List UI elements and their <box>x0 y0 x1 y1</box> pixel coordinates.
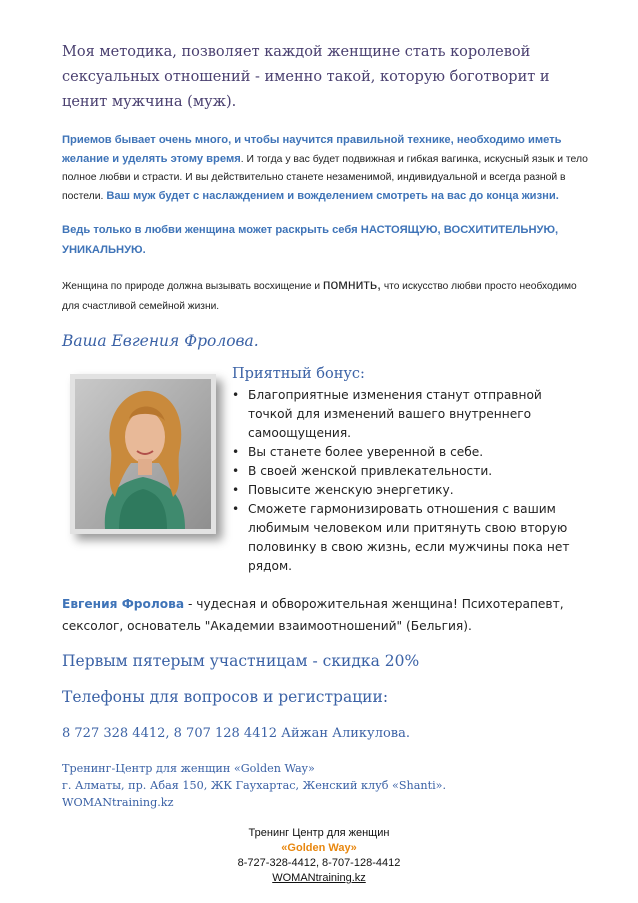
bonus-title: Приятный бонус: <box>232 366 365 382</box>
signature: Ваша Евгения Фролова. <box>62 332 259 350</box>
discount-heading: Первым пятерым участницам - скидка 20% <box>62 652 420 670</box>
author-photo <box>70 374 216 534</box>
footer-phones: 8-727-328-4412, 8-707-128-4412 <box>237 857 401 869</box>
bonus-item: • Повысите женскую энергетику. <box>232 481 582 500</box>
footer-title: Тренинг Центр для женщин <box>248 827 390 839</box>
contact-block <box>62 760 446 811</box>
husband-highlight: Ваш муж будет с наслаждением и вожделением смотреть на вас до конца жизни. <box>106 190 559 202</box>
author-description: - чудесная и обворожительная женщина! Психотерапевт, сексолог, основатель "Академии взаимоотношений" (Бельгия). <box>62 597 564 633</box>
author-bio <box>62 593 592 637</box>
bonus-section <box>232 366 582 576</box>
remember-word: помнить, <box>322 276 381 292</box>
phones-heading: Телефоны для вопросов и регистрации: <box>62 688 389 706</box>
author-name: Евгения Фролова <box>62 597 185 611</box>
footer-brand: «Golden Way» <box>281 842 357 854</box>
phone-numbers: 8 727 328 4412, 8 707 128 4412 Айжан Аликулова. <box>62 726 410 741</box>
contact-center-name: Тренинг-Центр для женщин «Golden Way» <box>62 762 315 775</box>
bonus-item: • В своей женской привлекательности. <box>232 462 582 481</box>
woman-portrait-image <box>75 379 211 529</box>
nature-paragraph <box>62 274 592 317</box>
page-footer <box>0 826 638 886</box>
technique-paragraph <box>62 131 592 206</box>
contact-website: WOMANtraining.kz <box>62 796 174 809</box>
bonus-list <box>232 386 582 576</box>
intro-paragraph: Моя методика, позволяет каждой женщине стать королевой сексуальных отношений - именно такой, которую боготворит и ценит мужчина (муж). <box>62 44 550 110</box>
nature-text-b: что искусство любви просто необходимо для счастливой семейной жизни. <box>62 281 577 312</box>
contact-address: г. Алматы, пр. Абая 150, ЖК Гаухартас, Женский клуб «Shanti». <box>62 779 447 792</box>
technique-highlight: Приемов бывает очень много, и чтобы научится правильной технике, необходимо иметь желание и уделять этому время <box>62 134 562 165</box>
technique-text: . И тогда у вас будет подвижная и гибкая вагинка, искусный язык и тело полное любви и страсти. И вы действительно станете незаменимой, индивидуальной и всегда разной в постели. <box>62 154 588 202</box>
bonus-item: • Благоприятные изменения станут отправной точкой для изменений вашего внутреннего самоощущения. <box>232 386 582 443</box>
bonus-item: • Сможете гармонизировать отношения с вашим любимым человеком или притянуть свою вторую половинку в свою жизнь, если мужчины пока нет рядом. <box>232 500 582 576</box>
footer-website-link[interactable]: WOMANtraining.kz <box>272 872 366 884</box>
nature-text-a: Женщина по природе должна вызывать восхищение и <box>62 281 323 292</box>
document-page <box>62 40 592 809</box>
bonus-item: • Вы станете более уверенной в себе. <box>232 443 582 462</box>
love-paragraph: Ведь только в любви женщина может раскрыть себя НАСТОЯЩУЮ, ВОСХИТИТЕЛЬНУЮ, УНИКАЛЬНУЮ. <box>62 224 559 256</box>
